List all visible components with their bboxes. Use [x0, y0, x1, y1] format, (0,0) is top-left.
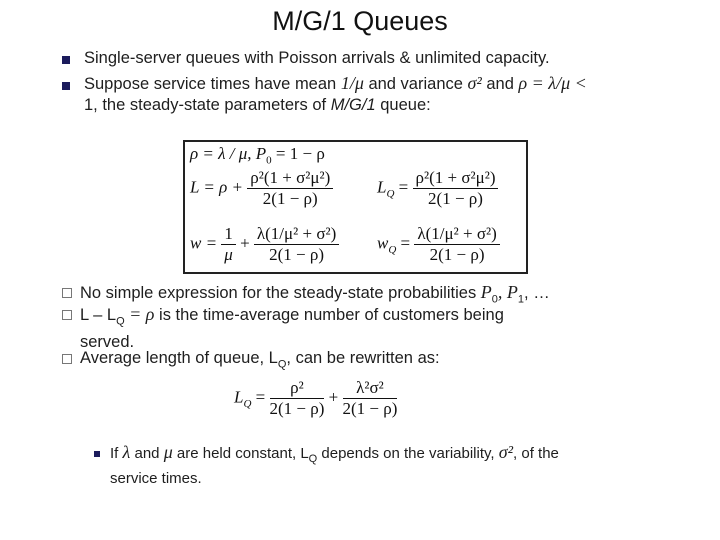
- checkbox-bullet-icon: [62, 288, 72, 298]
- checkbox-bullet-icon: [62, 310, 72, 320]
- L-formula: L = ρ + $\frac{\text{ρ²(1 + σ²μ²)}}{2(1 - \rho)}$: [190, 168, 333, 209]
- sub-bullet-3: Average length of queue, $L_Q$, can be rewritten as:: [80, 349, 440, 371]
- bullet-square-icon: [62, 56, 70, 64]
- w-formula: w = $\frac{1}{\mu}$ + $\frac{\text{λ(1/μ² + σ²)}}{2(1 - \rho)}$: [190, 224, 339, 265]
- wQ-formula: $w_Q$ = $\frac{\text{λ(1/μ² + σ²)}}{2(1 - \rho)}$: [377, 224, 500, 265]
- final-bullet: If λ and μ are held constant, $L_Q$ depends on the variability, σ², of the service times.: [110, 442, 559, 487]
- sub-bullet-2: $L - L_Q = \rho$ is the time-average number of customers being served.: [80, 304, 504, 352]
- sub-bullet-1: No simple expression for the steady-state probabilities $P_0$, $P_1$, …: [80, 282, 550, 306]
- bullet-1: Single-server queues with Poisson arrivals & unlimited capacity.: [84, 49, 550, 67]
- bullet-2: Suppose service times have mean 1/μ and variance σ² and ρ = λ/μ < 1, the steady-state parameters of M/G/1 queue:: [84, 73, 587, 114]
- LQ-rewritten-formula: $L_Q$ = $\frac{\text{ρ²}}{2(1 - \rho)}$ + $\frac{\text{λ²σ²}}{2(1 - \rho)}$: [234, 378, 398, 418]
- bullet-square-icon: [62, 82, 70, 90]
- small-bullet-square-icon: [94, 451, 100, 457]
- slide-title: M/G/1 Queues: [272, 6, 448, 36]
- LQ-formula: $L_Q$ = $\frac{\text{ρ²(1 + σ²μ²)}}{2(1 - \rho)}$: [377, 168, 498, 209]
- formula-box: [183, 140, 528, 274]
- rho-formula: ρ = λ / μ, $P_0 = 1 - \rho$: [190, 144, 325, 167]
- checkbox-bullet-icon: [62, 354, 72, 364]
